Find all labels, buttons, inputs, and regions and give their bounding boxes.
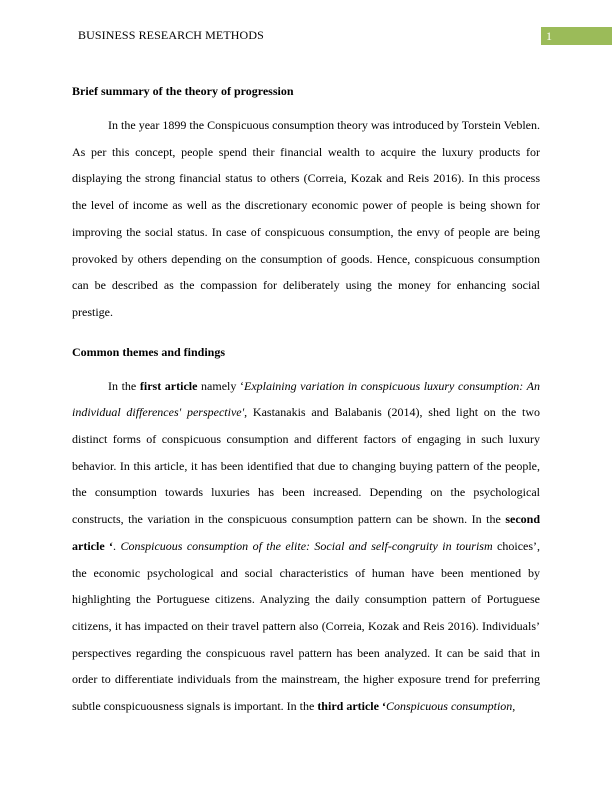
text-run: choices’, the economic psychological and social characteristics of human have been mentioned by highlighting the Portuguese citizens. Analyzing the daily consumption pattern of Portuguese citizens, it has impacted on their travel pattern also (Correia, Kozak and Reis 2016). Individuals’ perspectives regarding the conspicuous ravel pattern has been analyzed. It can be said that in order to differentiate individuals from the mainstream, the higher exposure trend for preferring subtle conspicuousness signals is important. In the [72, 538, 541, 714]
third-article-label: third article ‘ [317, 699, 386, 714]
running-header-title: BUSINESS RESEARCH METHODS [78, 28, 264, 42]
article-title-2: Conspicuous consumption of the elite: Social and self-congruity in tourism [120, 538, 493, 553]
document-body [72, 84, 540, 720]
article-title-3: Conspicuous consumption, [385, 699, 516, 714]
section-heading-theory: Brief summary of the theory of progression [72, 84, 294, 98]
text-run: . [113, 538, 121, 553]
second-article-label: second article ‘ [72, 512, 540, 553]
page-number-badge: 1 [541, 27, 612, 45]
first-article-label: first article [139, 378, 198, 393]
paragraph-themes-findings [72, 373, 540, 720]
text-run: In the [108, 378, 140, 393]
paragraph-theory-summary: In the year 1899 the Conspicuous consumption theory was introduced by Torstein Veblen. As per this concept, people spend their financial wealth to acquire the luxury products for displaying the strong financial status to others (Correia, Kozak and Reis 2016). In this process the level of income as well as the discretionary economic power of people is being shown for improving the social status. In case of conspicuous consumption, the envy of people are being provoked by others depending on the consumption of goods. Hence, conspicuous consumption can be described as the compassion for deliberately using the money for enhancing social prestige. [72, 118, 540, 319]
section-heading-themes: Common themes and findings [72, 344, 226, 359]
text-run: namely ‘ [197, 378, 244, 393]
text-run: , Kastanakis and Balabanis (2014), shed light on the two distinct forms of conspicuous consumption and different factors of engaging in such luxury behavior. In this article, it has been identified that due to changing buying pattern of the people, the consumption towards luxuries has been increased. Depending on the psychological constructs, the variation in the conspicuous consumption pattern can be shown. In the [72, 405, 540, 527]
article-title-1: Explaining variation in conspicuous luxury consumption: An individual differences' perspective' [72, 378, 541, 420]
